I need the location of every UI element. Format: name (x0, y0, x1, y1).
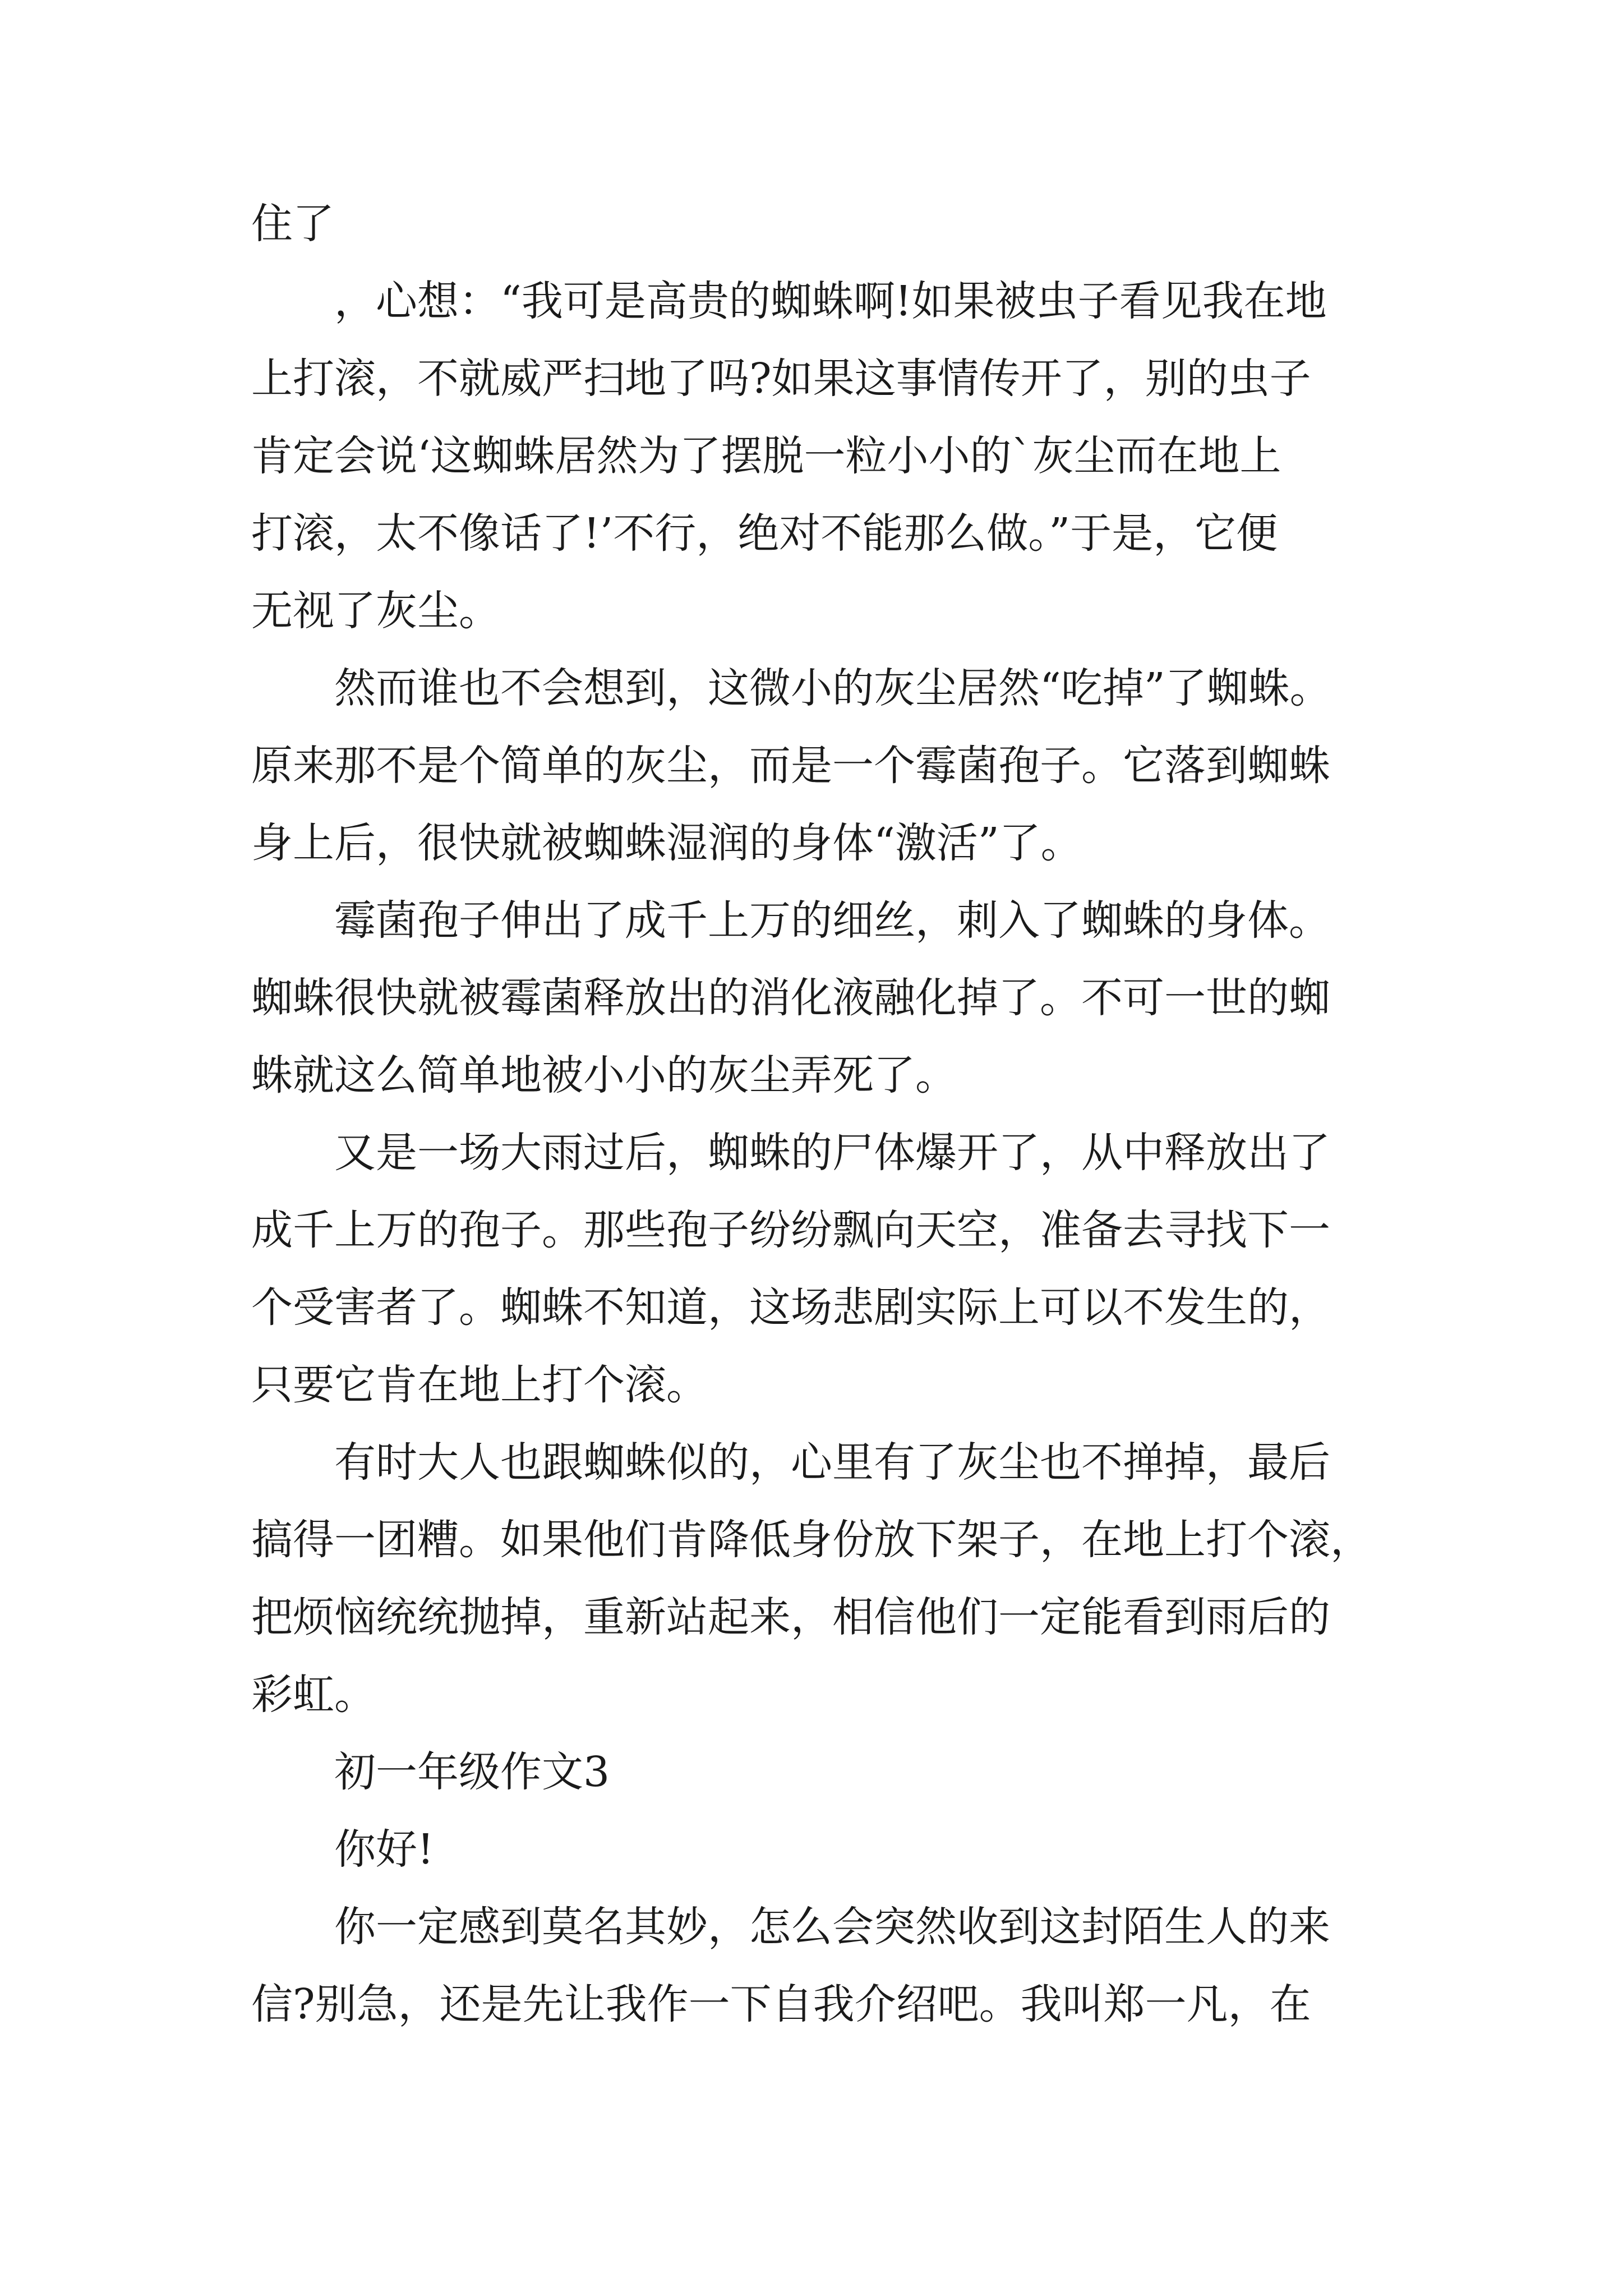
text-line: 无视了灰尘。 (251, 587, 500, 635)
text-line: 彩虹。 (251, 1671, 376, 1719)
text-line: 蛛就这么简单地被小小的灰尘弄死了。 (251, 1051, 957, 1099)
text-line: 肯定会说‘这蜘蛛居然为了摆脱一粒小小的`灰尘而在地上 (251, 432, 1281, 480)
text-line: 上打滚，不就威严扫地了吗?如果这事情传开了，别的虫子 (251, 355, 1311, 403)
text-line: 打滚，太不像话了!’不行，绝对不能那么做。”于是，它便 (251, 509, 1278, 558)
text-line: ，心想：“我可是高贵的蜘蛛啊!如果被虫子看见我在地 (334, 277, 1327, 325)
text-line: 成千上万的孢子。那些孢子纷纷飘向天空，准备去寻找下一 (251, 1206, 1330, 1254)
text-line: 搞得一团糟。如果他们肯降低身份放下架子，在地上打个滚， (251, 1516, 1372, 1564)
text-line: 蜘蛛很快就被霉菌释放出的消化液融化掉了。不可一世的蜘 (251, 974, 1330, 1022)
text-line: 把烦恼统统抛掉，重新站起来，相信他们一定能看到雨后的 (251, 1593, 1330, 1641)
text-line: 初一年级作文3 (334, 1748, 610, 1796)
text-line: 住了 (251, 200, 334, 248)
text-line: 原来那不是个简单的灰尘，而是一个霉菌孢子。它落到蜘蛛 (251, 742, 1330, 790)
text-line: 有时大人也跟蜘蛛似的，心里有了灰尘也不掸掉，最后 (334, 1438, 1330, 1487)
document-body (251, 185, 1395, 2043)
text-line: 然而谁也不会想到，这微小的灰尘居然“吃掉”了蜘蛛。 (334, 664, 1331, 712)
text-line: 信?别急，还是先让我作一下自我介绍吧。我叫郑一凡，在 (251, 1980, 1311, 2028)
text-line: 你一定感到莫名其妙，怎么会突然收到这封陌生人的来 (334, 1903, 1330, 1951)
text-line: 身上后，很快就被蜘蛛湿润的身体“激活”了。 (251, 819, 1082, 867)
text-line: 你好! (334, 1825, 434, 1874)
text-line: 霉菌孢子伸出了成千上万的细丝，刺入了蜘蛛的身体。 (334, 896, 1330, 945)
text-line: 个受害者了。蜘蛛不知道，这场悲剧实际上可以不发生的， (251, 1283, 1330, 1332)
text-line: 又是一场大雨过后，蜘蛛的尸体爆开了，从中释放出了 (334, 1129, 1330, 1177)
text-line: 只要它肯在地上打个滚。 (251, 1361, 708, 1409)
